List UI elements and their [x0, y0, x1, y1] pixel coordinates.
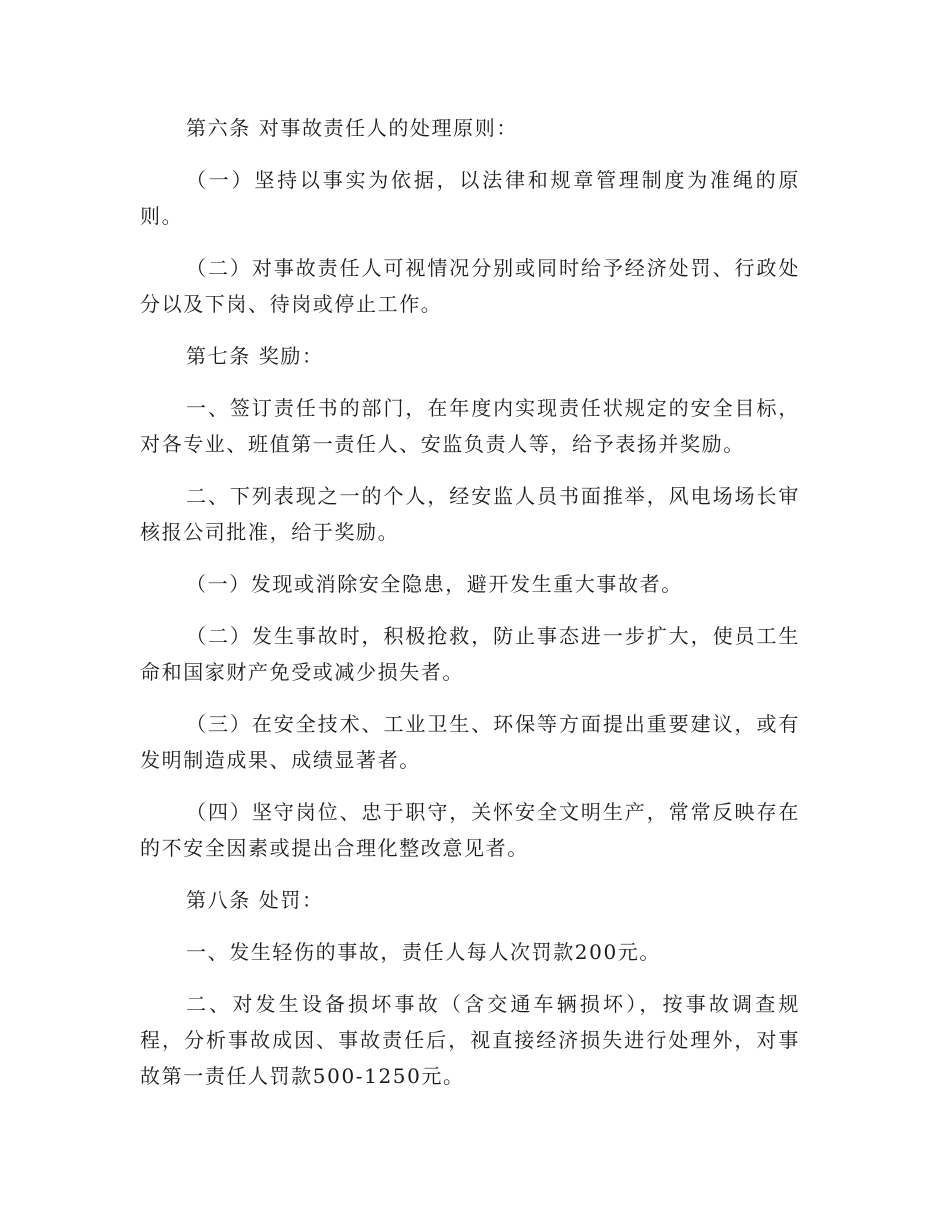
- article-8-heading: 第八条 处罚：: [186, 888, 324, 912]
- article-7-clause-2: 二、下列表现之一的个人，经安监人员书面推举，风电场场长审核报公司批准，给于奖励。: [140, 484, 800, 544]
- article-6-item-2: （二）对事故责任人可视情况分别或同时给予经济处罚、行政处分以及下岗、待岗或停止工作。: [140, 256, 800, 316]
- article-7-sub-item-2: （二）发生事故时，积极抢救，防止事态进一步扩大，使员工生命和国家财产免受或减少损失者。: [140, 624, 800, 684]
- article-6-item-1: （一）坚持以事实为依据，以法律和规章管理制度为准绳的原则。: [140, 168, 800, 228]
- article-6-heading: 第六条 对事故责任人的处理原则：: [186, 116, 518, 140]
- article-8-clause-2: 二、对发生设备损坏事故（含交通车辆损坏），按事故调查规程，分析事故成因、事故责任后，视直接经济损失进行处理外，对事故第一责任人罚款500-1250元。: [140, 992, 800, 1088]
- article-8-clause-1: 一、发生轻伤的事故，责任人每人次罚款200元。: [186, 940, 661, 964]
- article-7-sub-item-3: （三）在安全技术、工业卫生、环保等方面提出重要建议，或有发明制造成果、成绩显著者。: [140, 712, 800, 772]
- document-body: [140, 110, 800, 1110]
- article-7-clause-1: 一、签订责任书的部门，在年度内实现责任状规定的安全目标，对各专业、班值第一责任人、安监负责人等，给予表扬并奖励。: [140, 396, 800, 456]
- article-7-sub-item-1: （一）发现或消除安全隐患，避开发生重大事故者。: [186, 572, 683, 596]
- article-7-heading: 第七条 奖励：: [186, 344, 324, 368]
- article-7-sub-item-4: （四）坚守岗位、忠于职守，关怀安全文明生产，常常反映存在的不安全因素或提出合理化整改意见者。: [140, 800, 800, 860]
